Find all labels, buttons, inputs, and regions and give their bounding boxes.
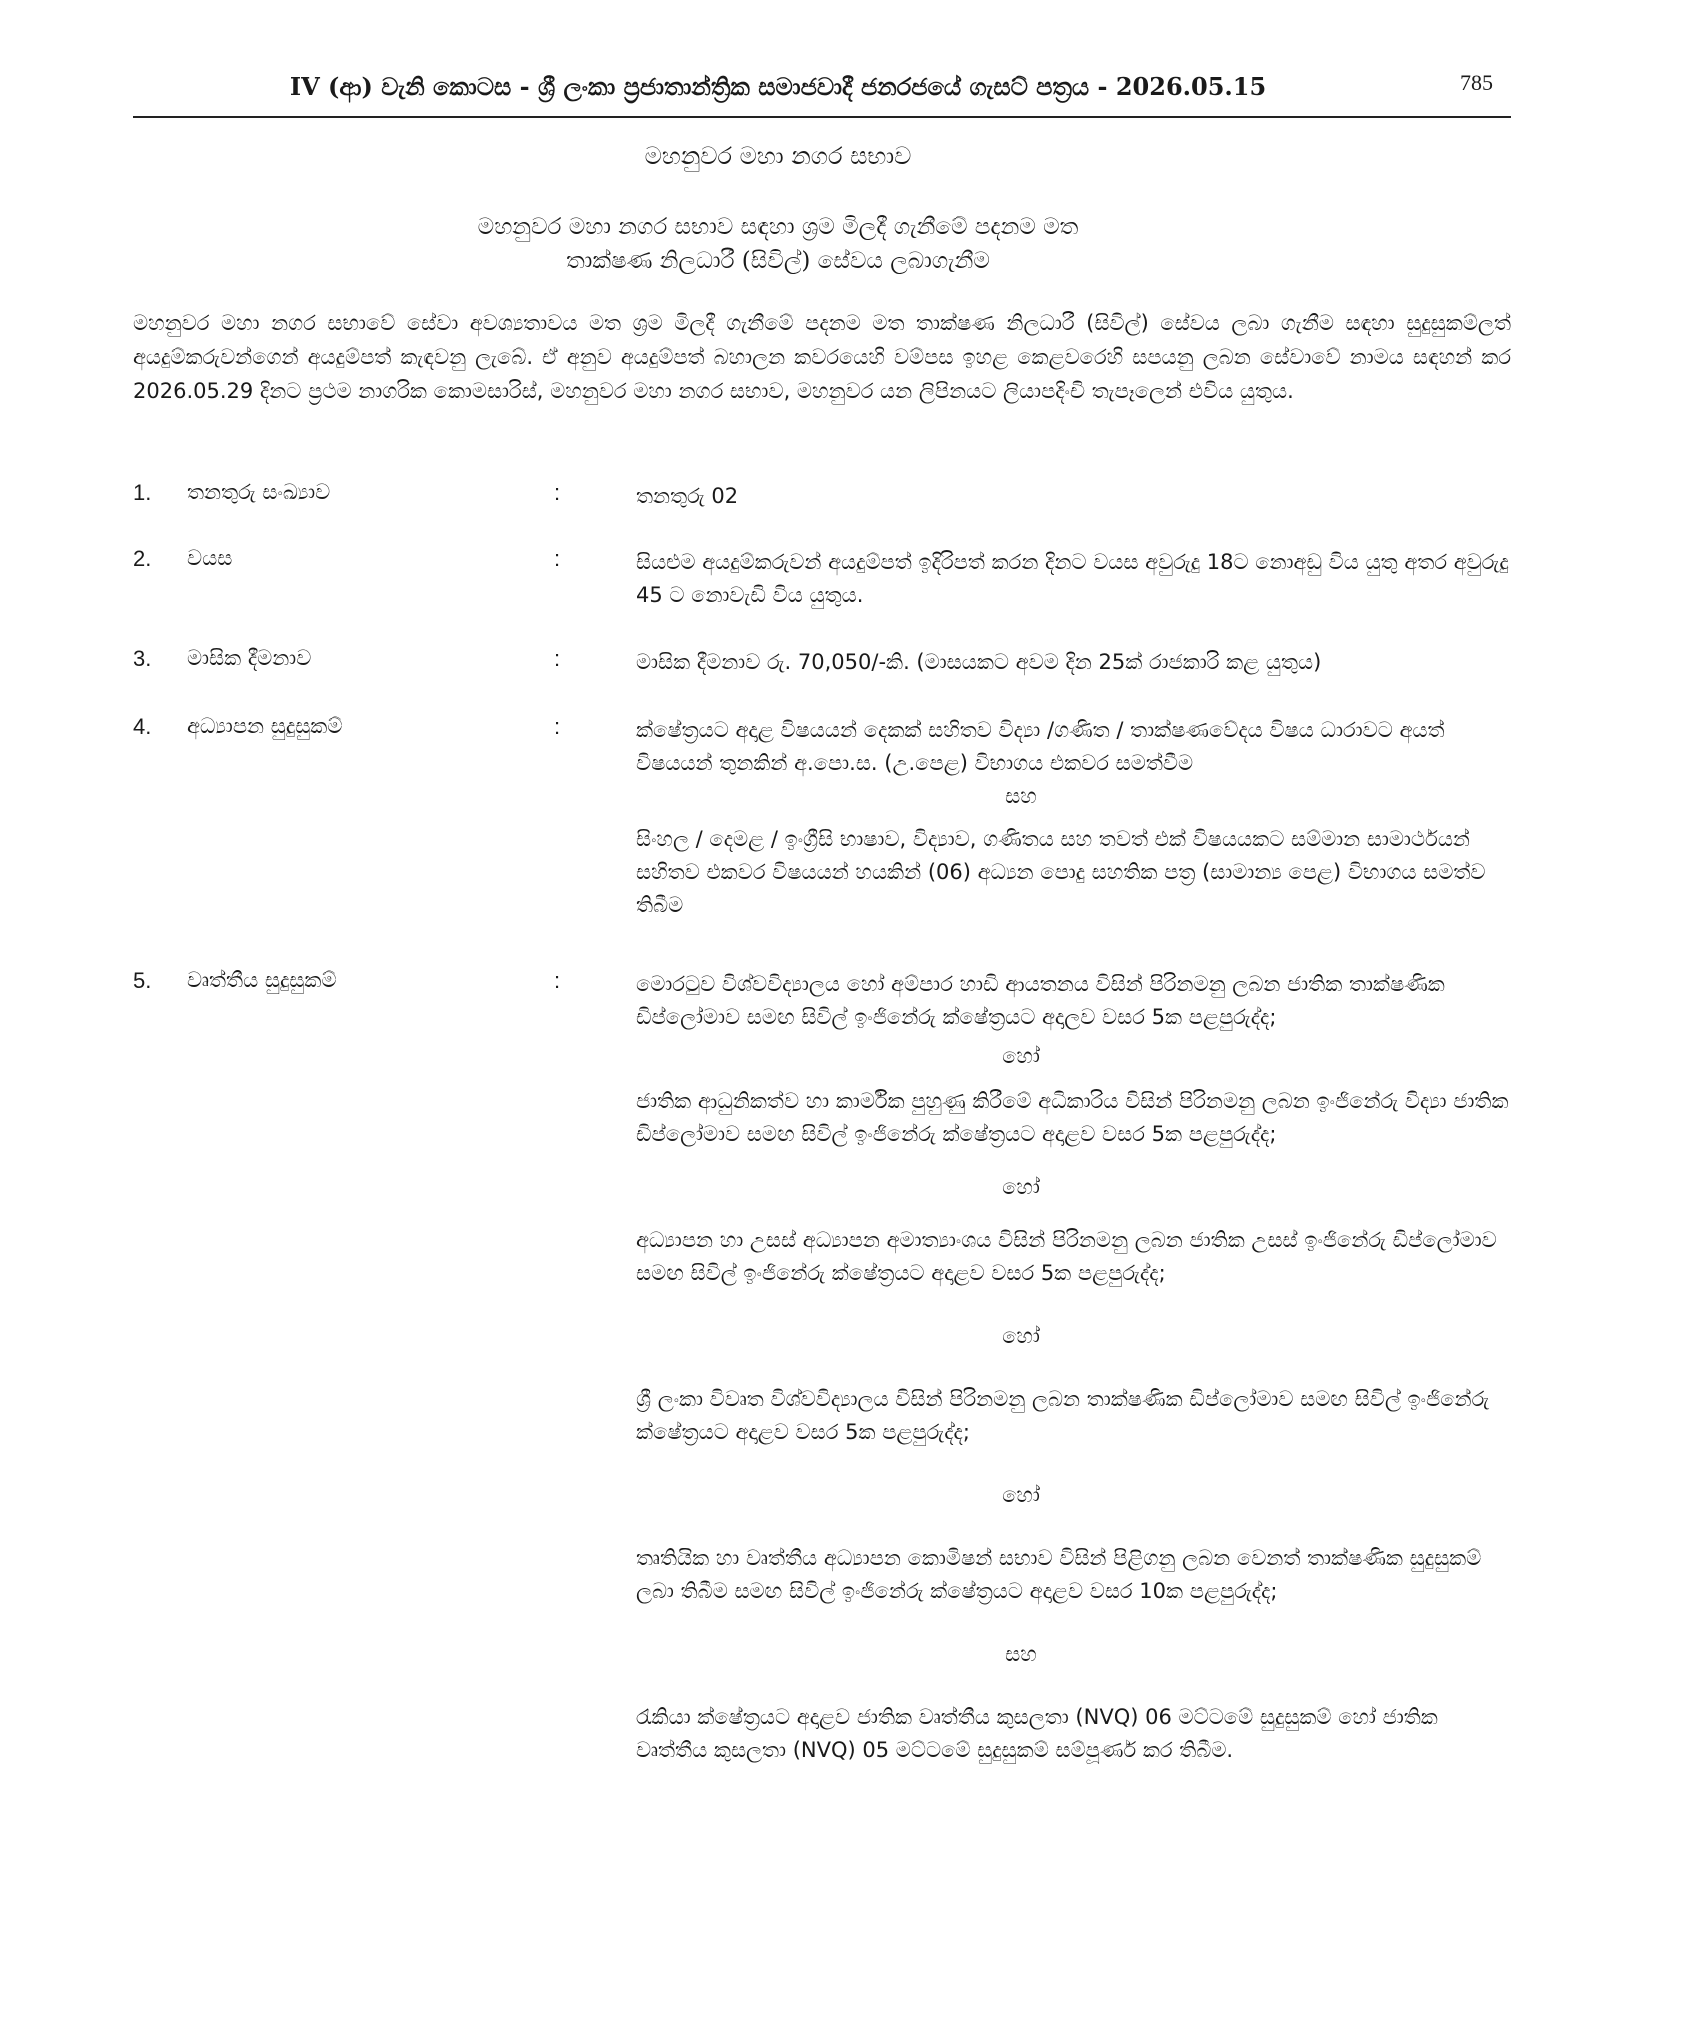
item-value (636, 968, 1511, 1767)
item-colon: : (554, 480, 561, 505)
notice-title-line-1: මහනුවර මහා නගර සභාව සඳහා ශ්‍රම මිලදී ගැනීමේ පදනම මත (477, 214, 1079, 240)
item-paragraph: තනතුරු 02 (636, 484, 739, 508)
item-number: 4. (133, 714, 152, 739)
item-value (636, 646, 1511, 679)
item-paragraph: සිංහල / දෙමළ / ඉංග්‍රීසි භාෂාව, විද්‍යාව, ගණිතය සහ තවත් එක් විෂයයකට සම්මාන සාමාර්ථයන් සහිතව එකවර විෂයයන් හයකින් (06) අධ්‍යන පොදු සහතික පත්‍ර (සාමාන්‍ය පෙළ) විභාගය සමත්ව තිබීම (636, 827, 1486, 917)
conjunction: හෝ (1002, 1175, 1040, 1199)
conjunction: හෝ (1002, 1044, 1040, 1068)
item-colon: : (554, 968, 561, 993)
conjunction: හෝ (1002, 1483, 1040, 1507)
intro-paragraph: මහනුවර මහා නගර සභාවේ සේවා අවශ්‍යතාවය මත ශ්‍රම මිලදී ගැනීමේ පදනම මත තාක්ෂණ නිලධාරී (සිවිල්) සේවය ලබා ගැනීම සඳහා සුදුසුකම්ලත් අයදුම්කරුවන්ගෙන් අයදුම්පත් කැඳවනු ලැබේ. ඒ අනුව අයදුම්පත් බහාලන කවරයෙහි වම්පස ඉහළ කෙළවරෙහි සපයනු ලබන සේවාවේ නාමය සඳහන් කර 2026.05.29 දිනට ප්‍රථම නාගරික කොමසාරිස්, මහනුවර මහා නගර සභාව, මහනුවර යන ලිපිනයට ලියාපදිංචි තැපෑලෙන් එවිය යුතුය. (133, 311, 1511, 403)
item-label: වයස (187, 546, 233, 570)
item-number: 3. (133, 646, 152, 671)
page-number: 785 (1460, 70, 1493, 95)
item-label: මාසික දීමනාව (187, 646, 312, 670)
notice-title (133, 210, 1423, 278)
item-colon: : (554, 646, 561, 671)
item-paragraph: ශ්‍රී ලංකා විවෘත විශ්වවිද්‍යාලය විසින් පිරිනමනු ලබන තාක්ෂණික ඩිප්ලෝමාව සමඟ සිවිල් ඉංජිනේරු ක්ෂේත්‍රයට අදාළව වසර 5ක පළපුරුද්ද; (636, 1387, 1490, 1444)
item-colon: : (554, 546, 561, 571)
conjunction: හෝ (1002, 1324, 1040, 1348)
item-paragraph: තෘතියික හා වෘත්තීය අධ්‍යාපන කොමිෂන් සභාව විසින් පිළිගනු ලබන වෙනත් තාක්ෂණික සුදුසුකම් ලබා තිබීම සමඟ සිවිල් ඉංජිනේරු ක්ෂේත්‍රයට අදාළව වසර 10ක පළපුරුද්ද; (636, 1546, 1482, 1603)
item-label: අධ්‍යාපන සුදුසුකම් (187, 714, 343, 738)
item-paragraph: ක්ෂේත්‍රයට අදාළ විෂයයන් දෙකක් සහිතව විද්‍යා /ගණිත / තාක්ෂණවේදය විෂය ධාරාවට අයත් විෂයයන් තුනකින් අ.පො.ස. (උ.පෙළ) විභාගය එකවර සමත්වීම (636, 718, 1445, 775)
item-colon: : (554, 714, 561, 739)
item-value (636, 480, 1511, 513)
item-number: 2. (133, 546, 152, 571)
gazette-header-title: IV (ආ) වැනි කොටස - ශ්‍රී ලංකා ප්‍රජාතාන්ත්‍රික සමාජවාදී ජනරජයේ ගැසට් පත්‍රය - 2026.05.15 (289, 72, 1267, 101)
item-number: 1. (133, 480, 152, 505)
item-value (636, 546, 1511, 612)
item-label: තනතුරු සංඛ්‍යාව (187, 480, 331, 504)
conjunction: සහ (1005, 1642, 1037, 1666)
item-paragraph: ජාතික ආධුනිකත්ව හා කාර්මික පුහුණු කිරීමේ අධිකාරිය විසින් පිරිනමනු ලබන ඉංජිනේරු විද්‍යා ජාතික ඩිප්ලෝමාව සමඟ සිවිල් ඉංජිනේරු ක්ෂේත්‍රයට අදාළව වසර 5ක පළපුරුද්ද; (636, 1089, 1509, 1146)
item-label: වෘත්තීය සුදුසුකම් (187, 968, 337, 992)
item-paragraph: මාසික දීමනාව රු. 70,050/-කි. (මාසයකට අවම දින 25ක් රාජකාරි කළ යුතුය) (636, 650, 1322, 674)
item-paragraph: සියළුම අයදුම්කරුවන් අයදුම්පත් ඉදිරිපත් කරන දිනට වයස අවුරුදු 18ට නොඅඩු විය යුතු අතර අවුරුදු 45 ට නොවැඩි විය යුතුය. (636, 550, 1509, 607)
item-value (636, 714, 1511, 922)
conjunction: සහ (1005, 784, 1037, 808)
organization-name: මහනුවර මහා නගර සභාව (644, 142, 912, 170)
item-paragraph: මොරටුව විශ්වවිද්‍යාලය හෝ අම්පාර හාඩි ආයතනය විසින් පිරිනමනු ලබන ජාතික තාක්ෂණික ඩිප්ලෝමාව සමඟ සිවිල් ඉංජිනේරු ක්ෂේත්‍රයට අදාලව වසර 5ක පළපුරුද්ද; (636, 972, 1445, 1029)
item-number: 5. (133, 968, 152, 993)
item-paragraph: අධ්‍යාපන හා උසස් අධ්‍යාපන අමාත්‍යාංශය විසින් පිරිනමනු ලබන ජාතික උසස් ඉංජිනේරු ඩිප්ලෝමාව සමඟ සිවිල් ඉංජිනේරු ක්ෂේත්‍රයට අදාළව වසර 5ක පළපුරුද්ද; (636, 1228, 1497, 1285)
header-divider (133, 116, 1511, 118)
item-paragraph: රැකියා ක්ෂේත්‍රයට අදාළව ජාතික වෘත්තීය කුසලතා (NVQ) 06 මට්ටමේ සුදුසුකම් හෝ ජාතික වෘත්තීය කුසලතා (NVQ) 05 මට්ටමේ සුදුසුකම් සම්පූර්ණ කර තිබීම. (636, 1705, 1438, 1762)
notice-title-line-2: තාක්ෂණ නිලධාරී (සිවිල්) සේවය ලබාගැනීම (566, 248, 990, 274)
